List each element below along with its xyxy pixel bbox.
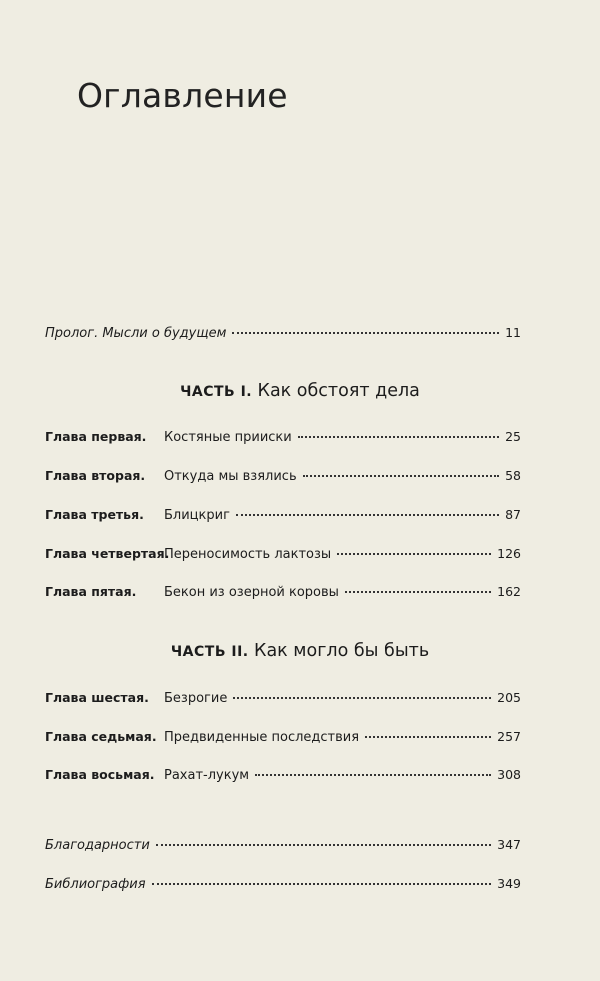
dot-leader: [236, 514, 499, 516]
dot-leader: [156, 844, 491, 846]
chapter-label: Глава седьмая.: [45, 729, 157, 744]
dot-leader: [345, 591, 491, 593]
entry-page: 11: [505, 325, 521, 340]
chapter-title: Переносимость лактозы: [164, 547, 332, 562]
toc-entry-chapter-2[interactable]: [45, 468, 521, 490]
chapter-label: Глава третья.: [45, 507, 144, 522]
entry-title: Библиография: [45, 877, 146, 892]
chapter-label: Глава первая.: [45, 429, 147, 444]
part-heading-2: [0, 641, 600, 661]
chapter-label: Глава четвертая.: [45, 546, 170, 561]
chapter-label: Глава шестая.: [45, 690, 149, 705]
chapter-title: Костяные прииски: [164, 430, 292, 445]
toc-entry-bibliography[interactable]: [45, 876, 521, 898]
chapter-title: Блицкриг: [164, 508, 230, 523]
entry-page: 349: [497, 876, 521, 891]
toc-entry-chapter-1[interactable]: [45, 429, 521, 451]
chapter-page: 308: [497, 767, 521, 782]
part-title: Как обстоят дела: [257, 381, 420, 401]
part-heading-1: [0, 381, 600, 401]
chapter-title: Бекон из озерной коровы: [164, 585, 339, 600]
dot-leader: [298, 436, 499, 438]
page-title: Оглавление: [77, 76, 288, 115]
chapter-title: Рахат-лукум: [164, 768, 250, 783]
chapter-page: 58: [505, 468, 521, 483]
chapter-page: 205: [497, 690, 521, 705]
toc-entry-acknowledgements[interactable]: [45, 837, 521, 859]
chapter-page: 25: [505, 429, 521, 444]
dot-leader: [152, 883, 492, 885]
chapter-page: 257: [497, 729, 521, 744]
chapter-label: Глава восьмая.: [45, 767, 155, 782]
chapter-page: 162: [497, 584, 521, 599]
toc-entry-chapter-5[interactable]: [45, 584, 521, 606]
part-label: ЧАСТЬ I.: [180, 384, 253, 400]
part-title: Как могло бы быть: [254, 641, 430, 661]
chapter-page: 126: [497, 546, 521, 561]
dot-leader: [365, 736, 491, 738]
dot-leader: [255, 774, 491, 776]
toc-entry-chapter-7[interactable]: [45, 729, 521, 751]
chapter-label: Глава пятая.: [45, 584, 137, 599]
entry-page: 347: [497, 837, 521, 852]
chapter-label: Глава вторая.: [45, 468, 146, 483]
dot-leader: [232, 332, 499, 334]
toc-entry-chapter-6[interactable]: [45, 690, 521, 712]
toc-entry-chapter-8[interactable]: [45, 767, 521, 789]
chapter-title: Откуда мы взялись: [164, 469, 297, 484]
toc-entry-prologue[interactable]: [45, 325, 521, 347]
part-label: ЧАСТЬ II.: [170, 644, 249, 660]
chapter-title: Безрогие: [164, 691, 228, 706]
toc-entry-chapter-4[interactable]: [45, 546, 521, 568]
chapter-title: Предвиденные последствия: [164, 730, 360, 745]
dot-leader: [233, 697, 491, 699]
toc-entry-chapter-3[interactable]: [45, 507, 521, 529]
dot-leader: [303, 475, 499, 477]
dot-leader: [337, 553, 491, 555]
entry-title: Благодарности: [45, 838, 150, 853]
entry-title: Пролог. Мысли о будущем: [45, 326, 227, 341]
chapter-page: 87: [505, 507, 521, 522]
